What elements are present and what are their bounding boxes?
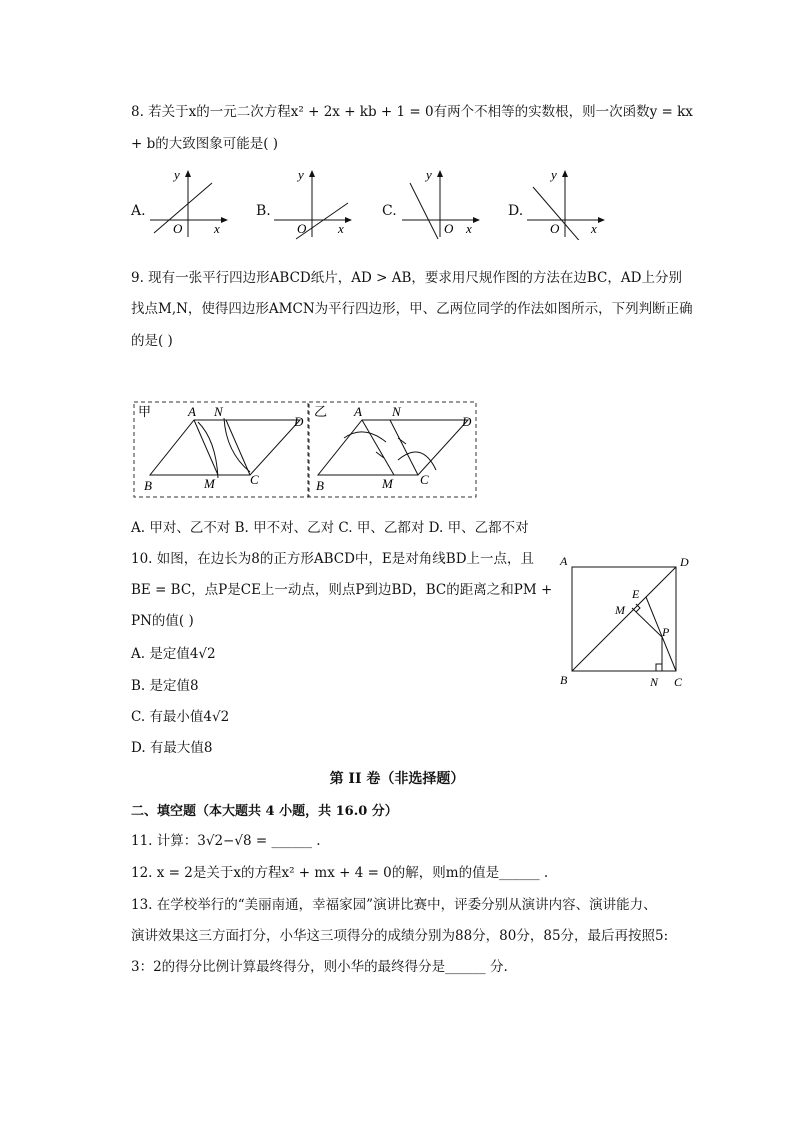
q10-point-c: C: [674, 675, 683, 689]
q10-point-b: B: [560, 673, 568, 687]
q10-point-n: N: [650, 675, 659, 689]
q8c-y-label: y: [426, 167, 432, 182]
q10-option-d: D. 有最大值8: [131, 740, 213, 756]
q10-point-p: P: [662, 625, 670, 639]
q9-line3: 的是( ): [131, 333, 173, 349]
q10-line3: PN的值( ): [131, 613, 194, 629]
jia-point-b: B: [144, 478, 152, 493]
q8-line1: 8. 若关于x的一元二次方程x² + 2x + kb + 1 = 0有两个不相等的实数根，则一次函数y = kx: [131, 104, 693, 120]
q9-figures: [132, 400, 478, 500]
section-fill-blank: 二、填空题（本大题共 4 小题，共 16.0 分）: [131, 804, 398, 819]
yi-point-b: B: [316, 478, 324, 493]
q10-option-a: A. 是定值4√2: [131, 646, 216, 662]
q8-graph-a: [148, 165, 238, 240]
q10-point-m: M: [615, 603, 625, 617]
q8-graph-b: [272, 165, 362, 240]
q13-line3: 3：2的得分比例计算最终得分，则小华的最终得分是______ 分.: [131, 959, 508, 975]
q13-line1: 13. 在学校举行的“美丽南通，幸福家园”演讲比赛中，评委分别从演讲内容、演讲能力、: [131, 897, 657, 913]
q8-option-d-label: D.: [508, 203, 524, 219]
q10-option-c: C. 有最小值4√2: [131, 709, 230, 725]
yi-point-a: A: [354, 404, 362, 419]
jia-point-c: C: [250, 472, 259, 487]
fig-yi-label: 乙: [314, 405, 328, 420]
yi-point-c: C: [420, 472, 429, 487]
q8c-x-label: x: [466, 221, 472, 236]
q8-graph-d: [525, 165, 615, 240]
q8-option-b-label: B.: [256, 203, 271, 219]
q9-line2: 找点M,N，使得四边形AMCN为平行四边形，甲、乙两位同学的作法如图所示，下列判断正确: [131, 301, 693, 317]
q8a-y-label: y: [174, 167, 180, 182]
part2-heading: 第 II 卷（非选择题）: [329, 771, 465, 787]
q10-point-a: A: [560, 554, 568, 568]
jia-point-a: A: [188, 404, 196, 419]
jia-point-d: D: [294, 414, 304, 429]
q8a-x-label: x: [214, 221, 220, 236]
q8-graph-c: [400, 165, 490, 240]
q8-option-a-label: A.: [131, 203, 146, 219]
jia-point-m: M: [204, 476, 215, 491]
q8-line2: + b的大致图象可能是( ): [131, 136, 279, 152]
q12: 12. x = 2是关于x的方程x² + mx + 4 = 0的解，则m的值是______ .: [131, 865, 549, 881]
q8b-origin: O: [297, 221, 307, 236]
yi-point-d: D: [462, 414, 472, 429]
q8d-y-label: y: [551, 167, 557, 182]
q13-line2: 演讲效果这三方面打分，小华这三项得分的成绩分别为88分，80分，85分，最后再按照5:: [131, 928, 669, 944]
q8d-x-label: x: [591, 221, 597, 236]
q10-point-d: D: [680, 555, 689, 569]
q8c-origin: O: [444, 221, 454, 236]
q10-line1: 10. 如图，在边长为8的正方形ABCD中，E是对角线BD上一点，且: [131, 551, 535, 567]
q10-option-b: B. 是定值8: [131, 678, 199, 694]
q10-line2: BE = BC，点P是CE上一动点，则点P到边BD，BC的距离之和PM +: [131, 582, 553, 598]
q9-answers: A. 甲对、乙不对 B. 甲不对、乙对 C. 甲、乙都对 D. 甲、乙都不对: [131, 520, 529, 536]
q8a-origin: O: [173, 221, 183, 236]
yi-point-n: N: [392, 404, 401, 419]
yi-point-m: M: [382, 476, 393, 491]
fig-jia-label: 甲: [138, 405, 152, 420]
q8d-origin: O: [550, 221, 560, 236]
q8b-y-label: y: [298, 167, 304, 182]
q10-point-e: E: [632, 587, 640, 601]
q11: 11. 计算：3√2−√8 = ______ .: [131, 833, 321, 849]
q8b-x-label: x: [338, 221, 344, 236]
q10-figure: [556, 552, 696, 692]
jia-point-n: N: [214, 404, 223, 419]
q8-option-c-label: C.: [382, 203, 397, 219]
q9-line1: 9. 现有一张平行四边形ABCD纸片，AD > AB，要求用尺规作图的方法在边BC，AD上分别: [131, 270, 682, 286]
